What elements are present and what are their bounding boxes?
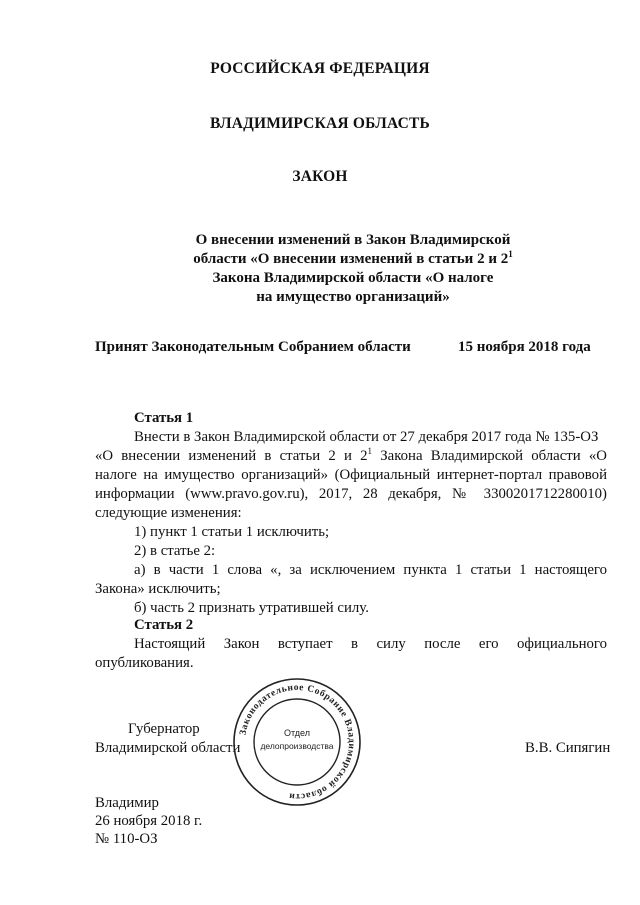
article-2-line-1: Настоящий Закон вступает в силу после его официального bbox=[134, 636, 607, 652]
title-line-1: О внесении изменений в Закон Владимирской bbox=[195, 232, 511, 248]
article-1-line-2-b: Закона Владимирской области «О bbox=[372, 448, 607, 464]
title-line-2-sup: 1 bbox=[508, 249, 513, 259]
stamp-ring-text: Законодательное Собрание Владимирской области bbox=[238, 682, 357, 802]
article-1-item-2a-line-1: а) в части 1 слова «, за исключением пункта 1 статьи 1 настоящего bbox=[134, 562, 607, 578]
article-2-line-2: опубликования. bbox=[95, 655, 194, 671]
stamp-center-line-2: делопроизводства bbox=[260, 741, 334, 751]
article-1-line-4: информации (www.pravo.gov.ru), 2017, 28 декабря, № 3300201712280010) bbox=[95, 486, 607, 502]
article-1-line-1: Внести в Закон Владимирской области от 27 декабря 2017 года № 135-ОЗ bbox=[134, 429, 599, 445]
article-1-line-2-sup: 1 bbox=[367, 446, 372, 456]
article-1-line-2 bbox=[95, 448, 607, 465]
article-1-heading: Статья 1 bbox=[134, 410, 194, 426]
title-line-2 bbox=[33, 251, 640, 268]
article-1-line-5: следующие изменения: bbox=[95, 505, 242, 521]
signature-title-2: Владимирской области bbox=[95, 740, 241, 756]
article-1-line-2-a: «О внесении изменений в статьи 2 и 2 bbox=[95, 448, 368, 464]
article-1-item-1: 1) пункт 1 статьи 1 исключить; bbox=[134, 524, 330, 540]
title-line-3: Закона Владимирской области «О налоге bbox=[212, 270, 494, 286]
adopted-label: Принят Законодательным Собранием области bbox=[95, 339, 411, 355]
footer-date: 26 ноября 2018 г. bbox=[95, 813, 203, 829]
office-stamp bbox=[231, 676, 363, 808]
article-1-item-2a-line-2: Закона» исключить; bbox=[95, 581, 221, 597]
signature-name: В.В. Сипягин bbox=[525, 740, 611, 756]
footer-city: Владимир bbox=[95, 795, 159, 811]
article-1-item-2: 2) в статье 2: bbox=[134, 543, 216, 559]
signature-title-1: Губернатор bbox=[128, 721, 200, 737]
stamp-center-line-1: Отдел bbox=[283, 728, 311, 738]
doc-type-heading: ЗАКОН bbox=[292, 168, 348, 185]
country-heading: РОССИЙСКАЯ ФЕДЕРАЦИЯ bbox=[210, 60, 430, 77]
article-2-heading: Статья 2 bbox=[134, 617, 194, 633]
title-line-4: на имущество организаций» bbox=[256, 289, 450, 305]
title-line-2-text: области «О внесении изменений в статьи 2 и 2 bbox=[193, 251, 509, 267]
footer-number: № 110-ОЗ bbox=[95, 831, 158, 847]
article-1-line-3: налоге на имущество организаций» (Официальный интернет-портал правовой bbox=[95, 467, 607, 483]
region-heading: ВЛАДИМИРСКАЯ ОБЛАСТЬ bbox=[210, 115, 430, 132]
article-1-item-2b: б) часть 2 признать утратившей силу. bbox=[134, 600, 369, 616]
adopted-date: 15 ноября 2018 года bbox=[458, 339, 591, 355]
